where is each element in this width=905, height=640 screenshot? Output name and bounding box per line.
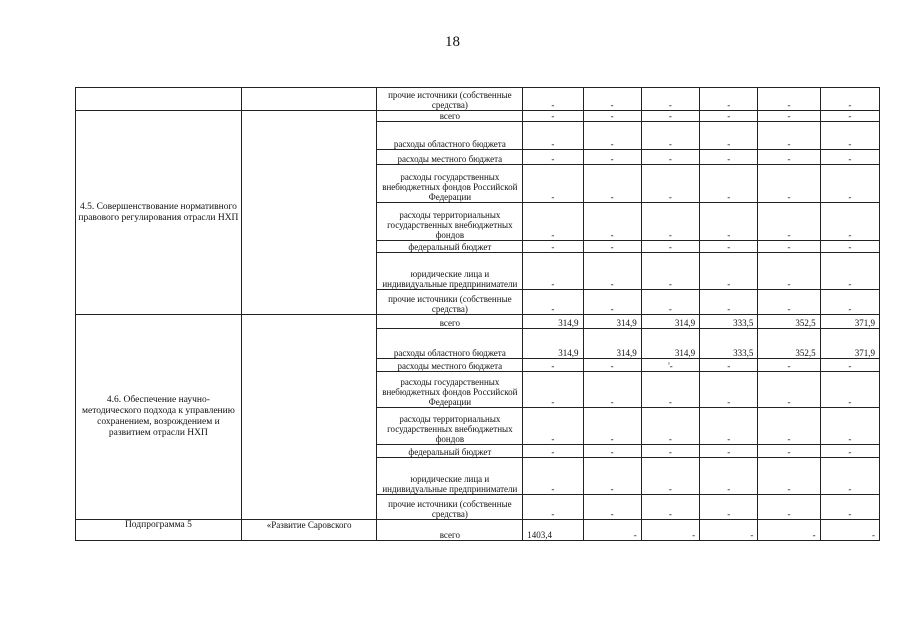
value-cell: - <box>758 253 820 290</box>
value-cell: 371,9 <box>820 315 879 329</box>
value-cell: - <box>700 150 758 165</box>
value-cell: - <box>758 290 820 315</box>
value-cell: - <box>700 520 758 541</box>
value-cell: - <box>700 408 758 445</box>
value-cell: 333,5 <box>700 329 758 359</box>
table-row <box>76 88 880 111</box>
table-row <box>76 111 880 122</box>
value-cell: - <box>583 165 641 203</box>
value-cell: - <box>820 359 879 372</box>
value-cell: - <box>523 203 583 241</box>
value-cell: 314,9 <box>523 329 583 359</box>
value-cell: - <box>820 150 879 165</box>
value-cell: 371,9 <box>820 329 879 359</box>
funding-source-cell: юридические лица и индивидуальные предприниматели <box>377 253 523 290</box>
responsible-cell <box>241 111 377 315</box>
value-cell: - <box>700 203 758 241</box>
value-cell: - <box>523 165 583 203</box>
value-cell: - <box>700 122 758 150</box>
value-cell: - <box>583 495 641 520</box>
value-cell: - <box>820 372 879 408</box>
funding-source-cell: прочие источники (собственные средства) <box>377 88 523 111</box>
value-cell: - <box>820 111 879 122</box>
value-cell: - <box>700 359 758 372</box>
value-cell: - <box>523 458 583 495</box>
value-cell: - <box>583 520 641 541</box>
page-number: 18 <box>445 34 460 50</box>
value-cell: - <box>523 290 583 315</box>
funding-source-cell: федеральный бюджет <box>377 445 523 458</box>
value-cell: - <box>641 445 699 458</box>
value-cell: - <box>758 359 820 372</box>
budget-table-body <box>76 88 880 541</box>
value-cell: 314,9 <box>583 315 641 329</box>
value-cell: - <box>583 458 641 495</box>
value-cell: - <box>523 122 583 150</box>
value-cell: - <box>820 520 879 541</box>
empty-responsible-cell <box>241 88 377 111</box>
subprogram-label-cell: Подпрограмма 5 <box>76 520 242 541</box>
value-cell: - <box>700 290 758 315</box>
value-cell: - <box>758 241 820 253</box>
value-cell: - <box>758 111 820 122</box>
value-cell: - <box>641 253 699 290</box>
funding-source-cell: расходы территориальных государственных внебюджетных фондов <box>377 203 523 241</box>
value-cell: - <box>523 495 583 520</box>
value-cell: 333,5 <box>700 315 758 329</box>
value-cell: - <box>583 445 641 458</box>
value-cell: - <box>820 165 879 203</box>
value-cell: - <box>641 122 699 150</box>
value-cell: - <box>583 408 641 445</box>
value-cell: - <box>523 359 583 372</box>
funding-source-cell: всего <box>377 111 523 122</box>
value-cell: - <box>758 495 820 520</box>
value-cell: - <box>820 290 879 315</box>
value-cell: - <box>820 203 879 241</box>
subprogram-name-cell: «Развитие Саровского <box>241 520 377 541</box>
value-cell: - <box>758 203 820 241</box>
value-cell: - <box>758 458 820 495</box>
value-cell: - <box>700 495 758 520</box>
value-cell: - <box>583 372 641 408</box>
value-cell: - <box>700 88 758 111</box>
value-cell: - <box>758 88 820 111</box>
value-cell: - <box>641 408 699 445</box>
value-cell: - <box>583 88 641 111</box>
value-cell: - <box>523 150 583 165</box>
value-cell: - <box>700 165 758 203</box>
value-cell: - <box>820 458 879 495</box>
value-cell: - <box>820 88 879 111</box>
value-cell: - <box>523 445 583 458</box>
value-cell: - <box>758 165 820 203</box>
value-cell: - <box>641 495 699 520</box>
value-cell: - <box>700 458 758 495</box>
value-cell: - <box>583 241 641 253</box>
value-cell: - <box>820 408 879 445</box>
funding-source-cell: расходы государственных внебюджетных фондов Российской Федерации <box>377 165 523 203</box>
funding-source-cell: всего <box>377 520 523 541</box>
value-cell: - <box>758 150 820 165</box>
budget-table <box>75 87 880 541</box>
value-cell: - <box>641 150 699 165</box>
value-cell: - <box>700 241 758 253</box>
funding-source-cell: прочие источники (собственные средства) <box>377 290 523 315</box>
value-cell: - <box>758 408 820 445</box>
value-cell: - <box>523 408 583 445</box>
value-cell: - <box>820 122 879 150</box>
funding-source-cell: расходы местного бюджета <box>377 359 523 372</box>
value-cell: - <box>583 111 641 122</box>
value-cell: '- <box>641 359 699 372</box>
value-cell: - <box>583 122 641 150</box>
value-cell: - <box>641 165 699 203</box>
value-cell: - <box>523 372 583 408</box>
value-cell: - <box>820 253 879 290</box>
funding-source-cell: прочие источники (собственные средства) <box>377 495 523 520</box>
value-cell: - <box>641 203 699 241</box>
value-cell: - <box>523 241 583 253</box>
value-cell: 314,9 <box>641 315 699 329</box>
value-cell: - <box>641 458 699 495</box>
value-cell: - <box>641 520 699 541</box>
funding-source-cell: расходы государственных внебюджетных фондов Российской Федерации <box>377 372 523 408</box>
value-cell: 1403,4 <box>523 520 583 541</box>
value-cell: - <box>758 122 820 150</box>
value-cell: - <box>523 253 583 290</box>
value-cell: - <box>758 372 820 408</box>
value-cell: 314,9 <box>583 329 641 359</box>
empty-measure-cell <box>76 88 242 111</box>
value-cell: - <box>820 445 879 458</box>
funding-source-cell: всего <box>377 315 523 329</box>
funding-source-cell: расходы областного бюджета <box>377 122 523 150</box>
value-cell: - <box>583 359 641 372</box>
value-cell: - <box>583 253 641 290</box>
value-cell: - <box>523 111 583 122</box>
value-cell: 314,9 <box>641 329 699 359</box>
value-cell: - <box>700 253 758 290</box>
measure-title-cell: 4.5. Совершенствование нормативного правового регулирования отрасли НХП <box>76 111 242 315</box>
funding-source-cell: расходы местного бюджета <box>377 150 523 165</box>
value-cell: - <box>641 88 699 111</box>
table-row <box>76 315 880 329</box>
value-cell: 314,9 <box>523 315 583 329</box>
value-cell: - <box>700 111 758 122</box>
responsible-cell <box>241 315 377 520</box>
value-cell: - <box>641 372 699 408</box>
value-cell: - <box>758 445 820 458</box>
value-cell: - <box>700 445 758 458</box>
value-cell: - <box>523 88 583 111</box>
value-cell: 352,5 <box>758 315 820 329</box>
funding-source-cell: расходы территориальных государственных внебюджетных фондов <box>377 408 523 445</box>
value-cell: - <box>583 290 641 315</box>
value-cell: - <box>641 111 699 122</box>
value-cell: - <box>820 241 879 253</box>
value-cell: - <box>820 495 879 520</box>
funding-source-cell: расходы областного бюджета <box>377 329 523 359</box>
measure-title-cell: 4.6. Обеспечение научно-методического подхода к управлению сохранением, возрождением и развитием отрасли НХП <box>76 315 242 520</box>
value-cell: - <box>641 241 699 253</box>
value-cell: - <box>583 203 641 241</box>
value-cell: - <box>641 290 699 315</box>
value-cell: 352,5 <box>758 329 820 359</box>
value-cell: - <box>700 372 758 408</box>
funding-source-cell: федеральный бюджет <box>377 241 523 253</box>
value-cell: - <box>583 150 641 165</box>
table-row <box>76 520 880 541</box>
funding-source-cell: юридические лица и индивидуальные предприниматели <box>377 458 523 495</box>
value-cell: - <box>758 520 820 541</box>
